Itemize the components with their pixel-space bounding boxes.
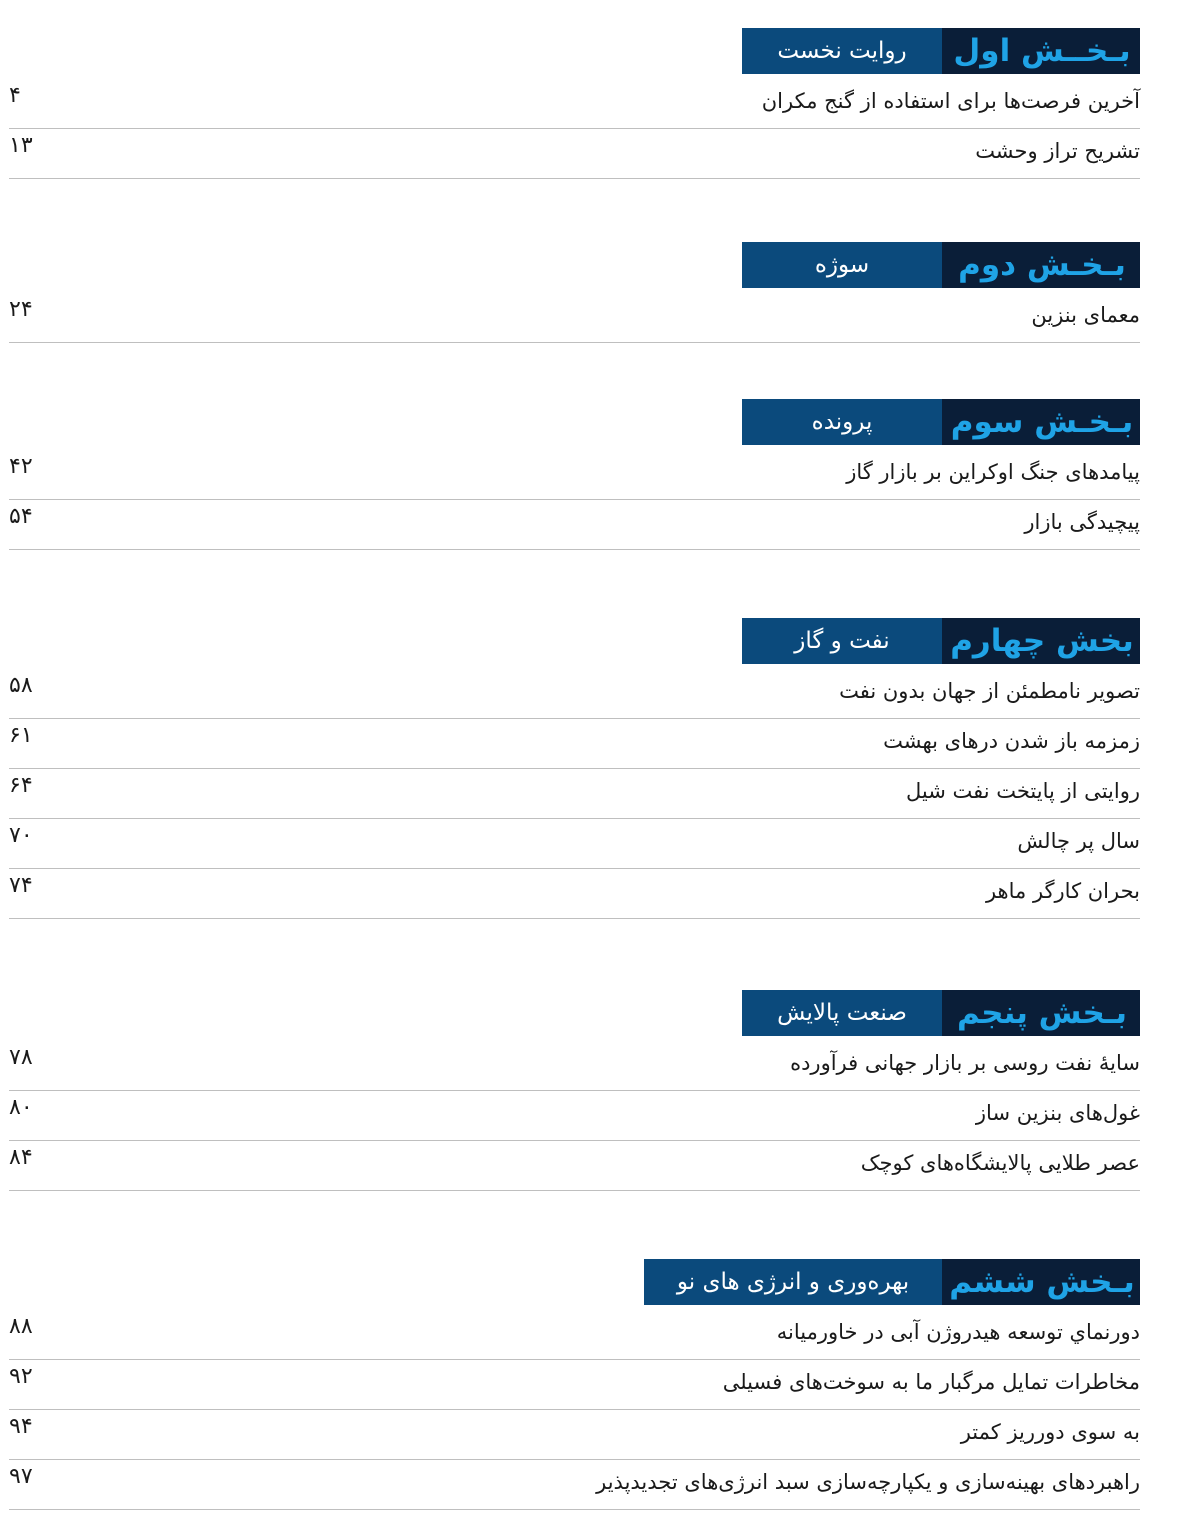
section-title: بـخش پنجم <box>942 990 1140 1036</box>
toc-entry[interactable] <box>9 1091 1140 1141</box>
entry-page-number: ۹۴ <box>9 1414 33 1439</box>
section-subtitle: روایت نخست <box>742 28 942 74</box>
entry-title: دورنماي توسعه هيدروژن آبی در خاورمیانه <box>776 1320 1140 1344</box>
entry-list <box>9 1310 1140 1510</box>
entry-page-number: ۴۲ <box>9 454 33 479</box>
toc-entry[interactable] <box>9 1041 1140 1091</box>
toc-entry[interactable] <box>9 450 1140 500</box>
entry-title: سال پر چالش <box>1017 829 1140 853</box>
entry-page-number: ۵۸ <box>9 673 33 698</box>
toc-entry[interactable] <box>9 79 1140 129</box>
entry-page-number: ۸۰ <box>9 1095 33 1120</box>
toc-entry[interactable] <box>9 293 1140 343</box>
entry-title: به سوی دورریز کمتر <box>960 1420 1140 1444</box>
entry-page-number: ۹۲ <box>9 1364 33 1389</box>
entry-title: آخرین فرصت‌ها برای استفاده از گنج مکران <box>761 89 1140 113</box>
entry-page-number: ۷۴ <box>9 873 33 898</box>
toc-entry[interactable] <box>9 1141 1140 1191</box>
toc-entry[interactable] <box>9 719 1140 769</box>
entry-list <box>9 450 1140 550</box>
entry-list <box>9 79 1140 179</box>
entry-page-number: ۶۴ <box>9 773 33 798</box>
entry-title: تشریح تراز وحشت <box>975 139 1140 163</box>
entry-list <box>9 293 1140 343</box>
entry-page-number: ۵۴ <box>9 504 33 529</box>
entry-page-number: ۷۸ <box>9 1045 33 1070</box>
entry-title: تصویر نامطمئن از جهان بدون نفت <box>839 679 1140 703</box>
section-header <box>644 1259 1140 1305</box>
section-title: بـخــش اول <box>942 28 1140 74</box>
toc-entry[interactable] <box>9 1360 1140 1410</box>
section-subtitle: پرونده <box>742 399 942 445</box>
entry-title: پیامدهای جنگ اوکراین بر بازار گاز <box>846 460 1140 484</box>
toc-entry[interactable] <box>9 669 1140 719</box>
section-title: بـخـش سوم <box>942 399 1140 445</box>
entry-title: زمزمه باز شدن درهای بهشت <box>883 729 1140 753</box>
toc-entry[interactable] <box>9 1460 1140 1510</box>
entry-title: عصر طلایی پالایشگاه‌های کوچک <box>860 1151 1140 1175</box>
section-subtitle: صنعت پالایش <box>742 990 942 1036</box>
section-header <box>742 242 1140 288</box>
entry-title: سایهٔ نفت روسی بر بازار جهانی فرآورده <box>790 1051 1140 1075</box>
section-subtitle: نفت و گاز <box>742 618 942 664</box>
toc-entry[interactable] <box>9 129 1140 179</box>
toc-entry[interactable] <box>9 1410 1140 1460</box>
section-header <box>742 990 1140 1036</box>
section-header <box>742 28 1140 74</box>
entry-title: معمای بنزین <box>1031 303 1140 327</box>
section-title: بخش چهارم <box>942 618 1140 664</box>
section-title: بـخش ششم <box>942 1259 1140 1305</box>
entry-title: روایتی از پایتخت نفت شیل <box>905 779 1140 803</box>
toc-entry[interactable] <box>9 869 1140 919</box>
toc-entry[interactable] <box>9 500 1140 550</box>
entry-page-number: ۴ <box>9 83 21 108</box>
entry-title: پیچیدگی بازار <box>1024 510 1140 534</box>
entry-list <box>9 669 1140 919</box>
toc-entry[interactable] <box>9 1310 1140 1360</box>
section-header <box>742 399 1140 445</box>
section-subtitle: بهره‌وری و انرژی های نو <box>644 1259 942 1305</box>
entry-page-number: ۶۱ <box>9 723 33 748</box>
entry-page-number: ۹۷ <box>9 1464 33 1489</box>
entry-page-number: ۲۴ <box>9 297 33 322</box>
entry-title: مخاطرات تمایل مرگبار ما به سوخت‌های فسیلی <box>722 1370 1140 1394</box>
entry-page-number: ۸۴ <box>9 1145 33 1170</box>
toc-entry[interactable] <box>9 819 1140 869</box>
section-subtitle: سوژه <box>742 242 942 288</box>
entry-title: غول‌های بنزین ساز <box>975 1101 1140 1125</box>
entry-list <box>9 1041 1140 1191</box>
toc-entry[interactable] <box>9 769 1140 819</box>
section-header <box>742 618 1140 664</box>
entry-title: راهبردهای بهینه‌سازی و یکپارچه‌سازی سبد انرژی‌های تجدیدپذیر <box>596 1470 1140 1494</box>
entry-page-number: ۸۸ <box>9 1314 33 1339</box>
section-title: بـخـش دوم <box>942 242 1140 288</box>
entry-page-number: ۷۰ <box>9 823 33 848</box>
entry-title: بحران کارگر ماهر <box>985 879 1140 903</box>
entry-page-number: ۱۳ <box>9 133 33 158</box>
